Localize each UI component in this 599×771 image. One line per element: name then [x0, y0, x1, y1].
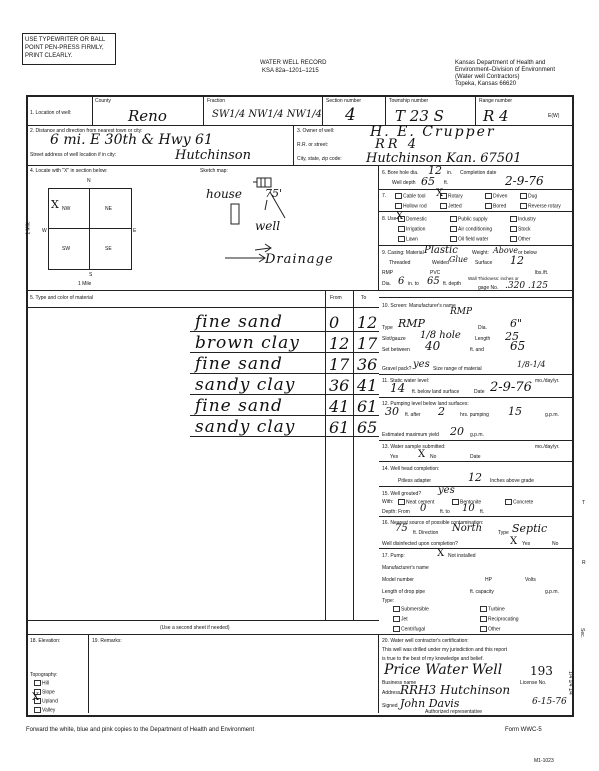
- pump-capacity: ft. capacity: [470, 589, 494, 595]
- sketch-label: Sketch map:: [200, 168, 228, 174]
- form-statute: KSA 82a–1201–1215: [262, 68, 319, 74]
- owner-label: 3. Owner of well:: [297, 128, 335, 134]
- sketch-drainage-label: Drainage: [265, 252, 334, 267]
- screen-length: 25: [505, 330, 519, 343]
- material-row-to: 65: [357, 418, 378, 437]
- remarks-label: 19. Remarks:: [92, 638, 122, 644]
- material-row-name: fine sand: [195, 396, 283, 416]
- contam-dir: North: [452, 523, 483, 534]
- use-domestic[interactable]: Domestic: [398, 216, 427, 222]
- use-air-conditioning[interactable]: Air conditioning: [450, 226, 492, 232]
- contam-type-label: Type: [498, 530, 509, 536]
- pump-mfr: Manufacturer's name: [382, 565, 429, 571]
- pump-volts: Volts: [525, 577, 536, 583]
- margin-quarters: 1/4 1/4 1/4: [566, 671, 573, 695]
- screen-type-label: Type: [382, 325, 393, 331]
- material-row-from: 41: [329, 397, 350, 416]
- completion-label: Completion date: [460, 170, 497, 176]
- county-label: County: [95, 98, 111, 104]
- sketch-distance-label: 75': [265, 187, 283, 200]
- screen-type: RMP: [398, 317, 425, 330]
- pump-type: Type:: [382, 598, 395, 604]
- head-above: Inches above grade: [490, 478, 534, 484]
- cert-date: 6-15-76: [532, 697, 567, 707]
- grid-se: SE: [105, 246, 112, 252]
- cert-address: RRH3 Hutchinson: [400, 683, 511, 697]
- topo-upland-mark: X: [32, 692, 40, 703]
- grouted-label: 15. Well grouted?: [382, 491, 422, 497]
- material-row-from: 0: [329, 313, 340, 332]
- agency-line-2: Environment–Division of Environment: [455, 67, 556, 73]
- grid-nw: NW: [62, 206, 71, 212]
- head-label: 14. Well head completion:: [382, 466, 440, 472]
- material-row-to: 17: [357, 334, 378, 353]
- cert-line-1: This well was drilled under my jurisdiction and this report: [382, 647, 508, 653]
- sample-date-label: Date: [470, 454, 481, 460]
- elevation-label: 18. Elevation:: [30, 638, 61, 644]
- pump-reciprocating[interactable]: Reciprocating: [480, 616, 519, 622]
- casing-to: 65: [427, 276, 440, 287]
- use-label: 8. Use:: [382, 216, 398, 222]
- gravel-size-label: Size range of material: [433, 366, 482, 372]
- footer-code: M1-1023: [534, 758, 554, 764]
- sample-yes[interactable]: Yes: [390, 454, 399, 460]
- township-label: Township number: [389, 98, 429, 104]
- range-direction: E(W): [548, 113, 560, 119]
- topo-slope[interactable]: Slope: [34, 689, 55, 695]
- topo-upland[interactable]: Upland: [34, 698, 58, 704]
- contam-type: Septic: [512, 522, 548, 535]
- materials-to-label: To: [361, 295, 367, 301]
- margin-t: T: [582, 500, 586, 506]
- section-mark: X: [51, 198, 59, 211]
- footer-form: Form WWC-5: [505, 727, 542, 733]
- sample-no[interactable]: No: [430, 454, 437, 460]
- drill-jetted[interactable]: Jetted: [440, 203, 462, 209]
- city-value: Hutchinson Kan. 67501: [366, 151, 522, 166]
- range-value: R 4: [483, 107, 509, 125]
- gravel-label: Gravel pack?: [382, 366, 412, 372]
- material-row-from: 36: [329, 376, 350, 395]
- depth-value: 65: [421, 175, 435, 188]
- grout-depth-label: Depth: From: [382, 509, 410, 515]
- screen-slot-label: Slot/gauze: [382, 336, 406, 342]
- contam-label: 16. Nearest source of possible contamination:: [382, 520, 484, 526]
- section-grid: [48, 188, 132, 270]
- distance-label: 2. Distance and direction from nearest town or city:: [30, 128, 143, 134]
- material-row-to: 61: [357, 397, 378, 416]
- casing-to-label: in. to: [408, 281, 419, 287]
- pump-hp: HP: [485, 577, 492, 583]
- cert-address-label: Address: [382, 690, 401, 696]
- use-public-supply[interactable]: Public supply: [450, 216, 487, 222]
- sketch-house-label: house: [206, 187, 242, 201]
- sketch-well-label: well: [255, 219, 281, 233]
- screen-mfr: RMP: [450, 307, 473, 317]
- casing-surface-label: Surface: [475, 260, 493, 266]
- county-value: Reno: [128, 107, 167, 125]
- material-row-name: fine sand: [195, 354, 283, 374]
- pumping-hrs-label: hrs. pumping: [460, 412, 489, 418]
- topography-label: Topography:: [30, 672, 58, 678]
- casing-glued: Glue: [449, 255, 468, 264]
- section-value: 4: [345, 105, 356, 125]
- drill-hollow-rod[interactable]: Hollow rod: [395, 203, 427, 209]
- casing-material: Plastic: [424, 245, 458, 256]
- pumping-gpm: 15: [508, 405, 522, 418]
- pumping-label: 12. Pumping level below land surfaces:: [382, 401, 469, 407]
- static-date: 2-9-76: [490, 380, 532, 395]
- drill-cable-tool[interactable]: Cable tool: [395, 193, 426, 199]
- drill-dug[interactable]: Dug: [520, 193, 537, 199]
- sample-label: 13. Water sample submitted:: [382, 444, 446, 450]
- use-oil-field[interactable]: Oil field water: [450, 236, 488, 242]
- materials-footer: (Use a second sheet if needed): [160, 625, 230, 631]
- pump-submersible[interactable]: Submersible: [393, 606, 429, 612]
- static-units: mo./day/yr.: [535, 378, 560, 384]
- casing-dia-label: Dia.: [382, 281, 391, 287]
- materials-from-label: From: [330, 295, 342, 301]
- use-lawn[interactable]: Lawn: [398, 236, 418, 242]
- footer-forward: Forward the white, blue and pink copies to the Department of Health and Environment: [26, 727, 255, 733]
- casing-lbs: lbs./ft.: [535, 270, 549, 276]
- head-pitless: Pitless adapter: [398, 478, 432, 484]
- screen-and: ft. and: [470, 347, 484, 353]
- locate-label: 4. Locate with "X" in section below:: [30, 168, 108, 174]
- casing-weight-tail: or below: [518, 250, 537, 256]
- cert-business: Price Water Well: [384, 662, 503, 678]
- cert-signature: John Davis: [400, 697, 460, 710]
- mile-label-bottom: 1 Mile: [78, 281, 92, 287]
- grout-to-label: ft. to: [440, 509, 450, 515]
- grout-ft: ft.: [480, 509, 485, 515]
- cert-biz-label: Business name: [382, 680, 417, 686]
- use-stock[interactable]: Stock: [510, 226, 531, 232]
- street-label: Street address of well location if in city:: [30, 152, 117, 158]
- compass-w: W: [42, 228, 47, 234]
- depth-label: Well depth: [392, 180, 416, 186]
- casing-surface: 12: [510, 254, 524, 267]
- grout-to: 10: [462, 503, 475, 514]
- material-row-name: fine sand: [195, 312, 283, 332]
- material-row-name: brown clay: [195, 333, 300, 353]
- compass-e: E: [133, 228, 137, 234]
- materials-label: 5. Type and color of material: [30, 295, 93, 301]
- range-label: Range number: [479, 98, 513, 104]
- completion-value: 2-9-76: [505, 174, 544, 188]
- screen-slot: 1/8 hole: [420, 330, 461, 341]
- form-title: WATER WELL RECORD: [260, 60, 327, 66]
- pumping-hrs: 2: [438, 405, 445, 418]
- topo-hill[interactable]: Hill: [34, 680, 49, 686]
- casing-welded: Welded: [432, 260, 449, 266]
- disinfect-label: Well disinfected upon completion?: [382, 541, 458, 547]
- grid-ne: NE: [105, 206, 112, 212]
- section-label: Section number: [326, 98, 362, 104]
- casing-wall-label: Wall Thickness: inches or: [468, 276, 519, 281]
- agency-line-1: Kansas Department of Health and: [455, 60, 546, 66]
- instructions-text: USE TYPEWRITER OR BALL POINT PEN-PRESS FIRMLY, PRINT CLEARLY.: [25, 37, 106, 59]
- casing-label: 9. Casing: Material: [382, 250, 424, 256]
- cert-signed-label: Signed: [382, 703, 398, 709]
- bore-label: 6. Bore hole dia.: [382, 170, 419, 176]
- screen-dia: 6": [510, 317, 523, 330]
- head-inches: 12: [468, 471, 482, 484]
- static-date-label: Date: [474, 389, 485, 395]
- mile-label-side: 1 Mile: [25, 221, 32, 235]
- screen-set-to: 65: [510, 339, 526, 353]
- material-row-from: 17: [329, 355, 350, 374]
- bore-in: in.: [447, 170, 453, 176]
- casing-weight-label: Weight:: [472, 250, 489, 256]
- pumping-after: ft. after: [405, 412, 421, 418]
- use-industry[interactable]: Industry: [510, 216, 536, 222]
- drill-rotary[interactable]: Rotary: [440, 193, 463, 199]
- material-row-name: sandy clay: [195, 375, 296, 395]
- fraction-value: SW1/4 NW1/4 NW1/4: [212, 109, 322, 120]
- gravel-size: 1/8-1/4: [517, 360, 546, 369]
- disinfect-mark: X: [510, 536, 518, 547]
- screen-set-from: 40: [425, 339, 441, 353]
- pump-jet[interactable]: Jet: [393, 616, 408, 622]
- material-row-from: 61: [329, 418, 350, 437]
- static-below: ft. below land surface: [412, 389, 460, 395]
- owner-value: H. E. Crupper: [370, 124, 496, 140]
- pump-mark: X: [437, 548, 445, 559]
- casing-weight: Above: [493, 246, 518, 255]
- contam-ft: 75: [395, 523, 408, 534]
- drill-reverse-rotary[interactable]: Reverse rotary: [520, 203, 561, 209]
- grout-bentonite[interactable]: Bentonite: [452, 499, 481, 505]
- use-domestic-mark: X: [396, 211, 404, 222]
- grout-from: 0: [420, 503, 427, 514]
- grouted-value: yes: [438, 485, 455, 496]
- grid-sw: SW: [62, 246, 71, 252]
- pump-not-installed[interactable]: Not installed: [448, 553, 476, 559]
- material-row-to: 41: [357, 376, 378, 395]
- casing-rmp: RMP: [382, 270, 394, 276]
- material-row-to: 36: [357, 355, 378, 374]
- casing-depth-label: ft. depth: [443, 281, 462, 287]
- screen-length-label: Length: [475, 336, 491, 342]
- topo-valley[interactable]: Valley: [34, 707, 55, 713]
- agency-line-3: (Water well Contractors): [455, 74, 520, 80]
- street-value: Hutchinson: [175, 148, 251, 163]
- screen-dia-label: Dia.: [478, 325, 487, 331]
- rr-label: R.R. or street:: [297, 142, 329, 148]
- cert-license-label: License No.: [520, 680, 547, 686]
- pump-turbine[interactable]: Turbine: [480, 606, 505, 612]
- pump-centrifugal[interactable]: Centrifugal: [393, 626, 425, 632]
- distance-value: 6 mi. E 30th & Hwy 61: [50, 132, 213, 148]
- margin-sec: Sec.: [579, 627, 586, 639]
- gravel-value: yes: [413, 359, 430, 370]
- cert-auth-label: Authorized representative: [425, 709, 482, 715]
- sample-mark: X: [418, 449, 426, 460]
- pump-model: Model number: [382, 577, 414, 583]
- casing-pvc: PVC: [430, 270, 441, 276]
- grout-neat-cement[interactable]: Neat cement: [398, 499, 434, 505]
- fraction-label: Fraction: [207, 98, 226, 104]
- pumping-ft: 30: [385, 405, 399, 418]
- margin-r: R: [582, 560, 586, 566]
- agency-line-4: Topeka, Kansas 66620: [455, 81, 517, 87]
- casing-gage-label: gage No.: [478, 285, 499, 291]
- city-label: City, state, zip code:: [297, 156, 342, 162]
- use-irrigation[interactable]: Irrigation: [398, 226, 425, 232]
- drill-rotary-mark: X: [436, 188, 444, 199]
- yield-value: 20: [450, 425, 464, 438]
- pump-gpm: g.p.m.: [545, 589, 559, 595]
- pumping-gpm-label: g.p.m.: [545, 412, 559, 418]
- cert-line-2: is true to the best of my knowledge and belief.: [382, 656, 484, 662]
- drill-bored[interactable]: Bored: [485, 203, 506, 209]
- contam-dir-label: ft. Direction: [413, 530, 439, 536]
- use-other[interactable]: Other: [510, 236, 531, 242]
- bore-dia: 12: [428, 164, 442, 177]
- material-row-name: sandy clay: [195, 417, 296, 437]
- township-value: T 23 S: [395, 107, 444, 125]
- depth-ft: ft.: [444, 180, 449, 186]
- pump-label: 17. Pump:: [382, 553, 405, 559]
- grouted-with: With:: [382, 499, 394, 505]
- disinfect-no[interactable]: No: [552, 541, 559, 547]
- static-label: 11. Static water level:: [382, 378, 430, 384]
- screen-set-label: Set between: [382, 347, 410, 353]
- cert-license: 193: [530, 664, 553, 678]
- grout-concrete[interactable]: Concrete: [505, 499, 533, 505]
- compass-s: S: [89, 272, 93, 278]
- screen-label: 10. Screen: Manufacturer's name: [382, 303, 456, 309]
- drilling-label: 7.: [382, 193, 387, 199]
- casing-dia: 6: [398, 276, 405, 287]
- material-row-from: 12: [329, 334, 350, 353]
- pump-length: Length of drop pipe: [382, 589, 426, 595]
- static-level: 14: [390, 381, 406, 395]
- yield-label: Estimated maximum yield: [382, 432, 439, 438]
- location-label: 1. Location of well:: [30, 110, 72, 116]
- material-row-to: 12: [357, 313, 378, 332]
- rr-value: RR 4: [375, 137, 419, 152]
- compass-n: N: [87, 178, 91, 184]
- disinfect-yes[interactable]: Yes: [522, 541, 531, 547]
- yield-gpm: g.p.m.: [470, 432, 484, 438]
- pump-other[interactable]: Other: [480, 626, 501, 632]
- sample-units: mo./day/yr.: [535, 444, 560, 450]
- drill-driven[interactable]: Driven: [485, 193, 507, 199]
- casing-gage: .320 .125: [505, 281, 548, 291]
- casing-threaded: Threaded: [389, 260, 411, 266]
- cert-label: 20. Water well contractor's certification:: [382, 638, 469, 644]
